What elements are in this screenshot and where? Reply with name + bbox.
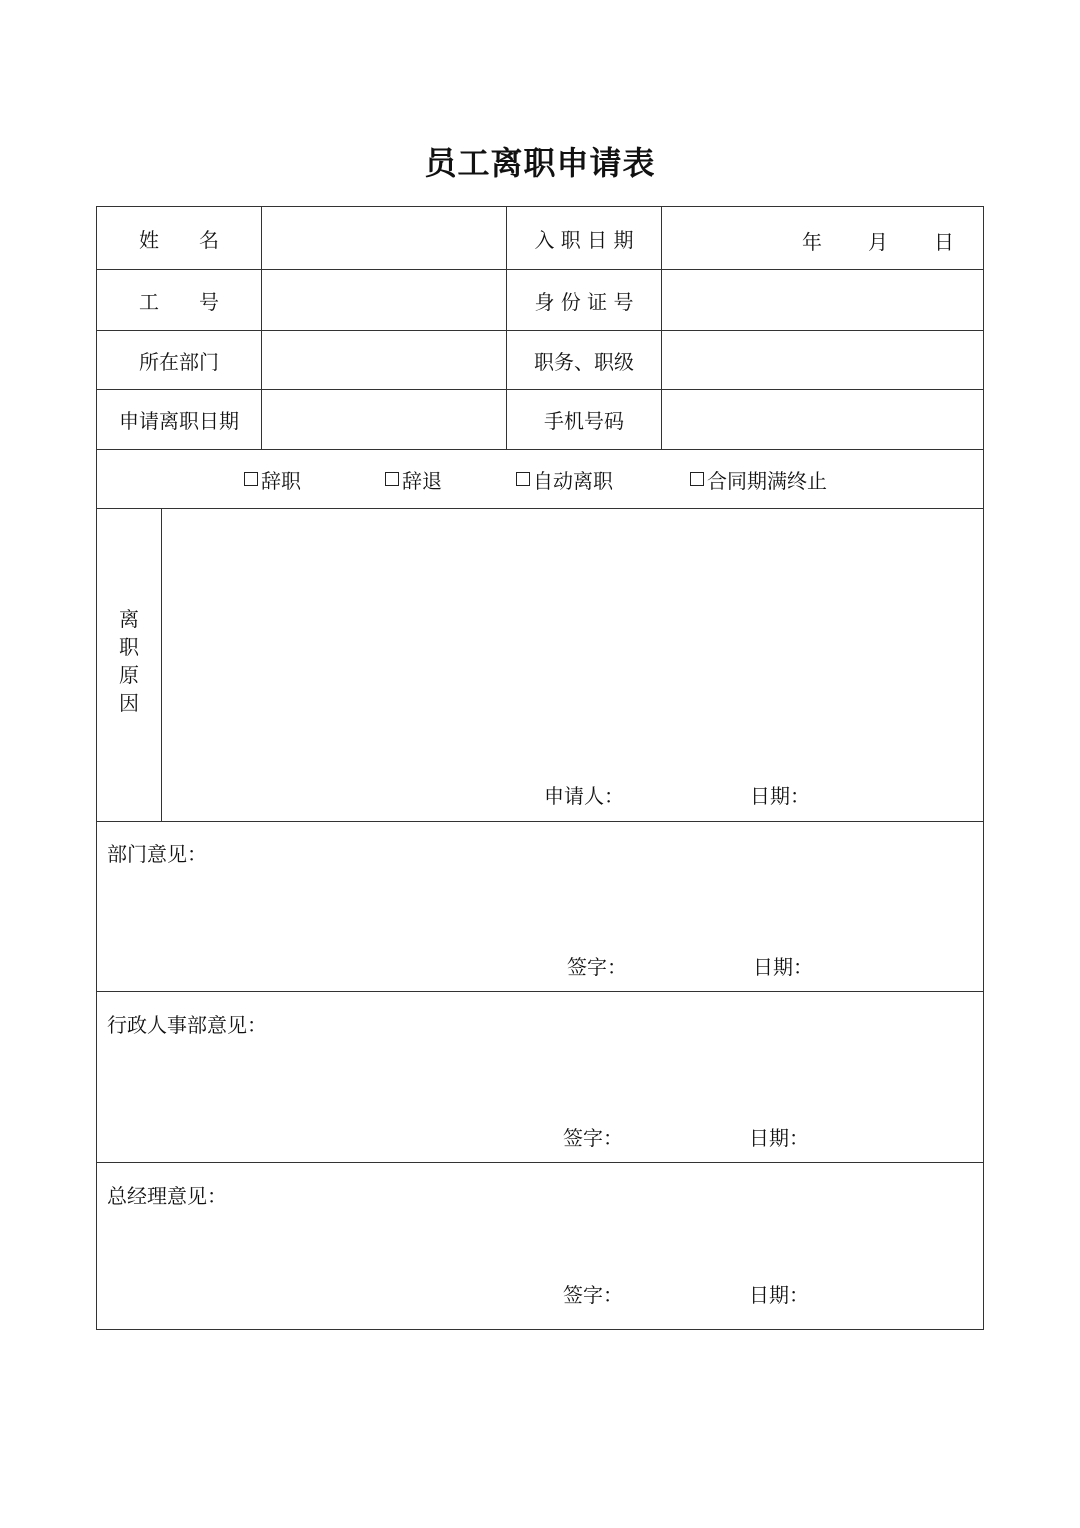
applicant-label: 申请人：: [544, 784, 624, 808]
apply-date-field[interactable]: [262, 390, 506, 449]
id-card-label: 身 份 证 号: [534, 289, 634, 314]
apply-date-label: 申请离职日期: [119, 409, 239, 433]
phone-field[interactable]: [662, 390, 984, 449]
employee-number-field[interactable]: [262, 270, 506, 330]
gm-opinion-field[interactable]: [97, 1212, 983, 1277]
hire-date-year: 年: [802, 230, 822, 254]
checkbox-icon[interactable]: [690, 472, 704, 486]
hire-date-month: 月: [868, 230, 888, 254]
department-field[interactable]: [262, 331, 506, 389]
department-label: 所在部门: [139, 349, 219, 374]
phone-label: 手机号码: [544, 409, 624, 433]
checkbox-icon[interactable]: [385, 472, 399, 486]
reason-char: 离: [119, 607, 139, 631]
reason-label: [97, 605, 161, 717]
row-divider: [96, 1162, 984, 1163]
gm-sign-label: 签字：: [563, 1283, 623, 1307]
reason-char: 职: [119, 635, 139, 659]
hr-opinion-label: 行政人事部意见：: [107, 1013, 267, 1037]
hr-opinion-field[interactable]: [97, 1041, 983, 1116]
option-label: 自动离职: [533, 468, 613, 493]
gm-opinion-label: 总经理意见：: [107, 1184, 227, 1208]
separation-type-group: [97, 450, 983, 508]
reason-date-label: 日期：: [750, 784, 810, 808]
department-date-label: 日期：: [753, 955, 813, 979]
employee-number-label: 工 号: [139, 289, 219, 314]
form-title: 员工离职申请表: [424, 144, 656, 182]
hire-date-label: 入 职 日 期: [534, 227, 634, 252]
option-self-leave[interactable]: [516, 450, 613, 508]
checkbox-icon[interactable]: [516, 472, 530, 486]
department-sign-label: 签字：: [567, 955, 627, 979]
department-opinion-label: 部门意见：: [107, 842, 207, 866]
reason-char: 因: [119, 691, 139, 715]
row-divider: [96, 821, 984, 822]
position-field[interactable]: [662, 331, 984, 389]
department-opinion-field[interactable]: [97, 870, 983, 945]
option-label: 辞职: [261, 468, 301, 493]
gm-date-label: 日期：: [749, 1283, 809, 1307]
hr-date-label: 日期：: [749, 1126, 809, 1150]
name-field[interactable]: [262, 207, 506, 269]
option-dismissal[interactable]: [385, 450, 442, 508]
row-divider: [96, 991, 984, 992]
option-contract-expiry[interactable]: [690, 450, 827, 508]
reason-char: 原: [119, 663, 139, 687]
name-label: 姓 名: [139, 227, 219, 252]
reason-field[interactable]: [162, 509, 984, 769]
position-label: 职务、职级: [534, 349, 634, 374]
hr-sign-label: 签字：: [563, 1126, 623, 1150]
checkbox-icon[interactable]: [244, 472, 258, 486]
option-resign[interactable]: [244, 450, 301, 508]
hire-date-day: 日: [934, 230, 954, 254]
option-label: 合同期满终止: [707, 468, 827, 493]
id-card-field[interactable]: [662, 270, 984, 330]
option-label: 辞退: [402, 468, 442, 493]
